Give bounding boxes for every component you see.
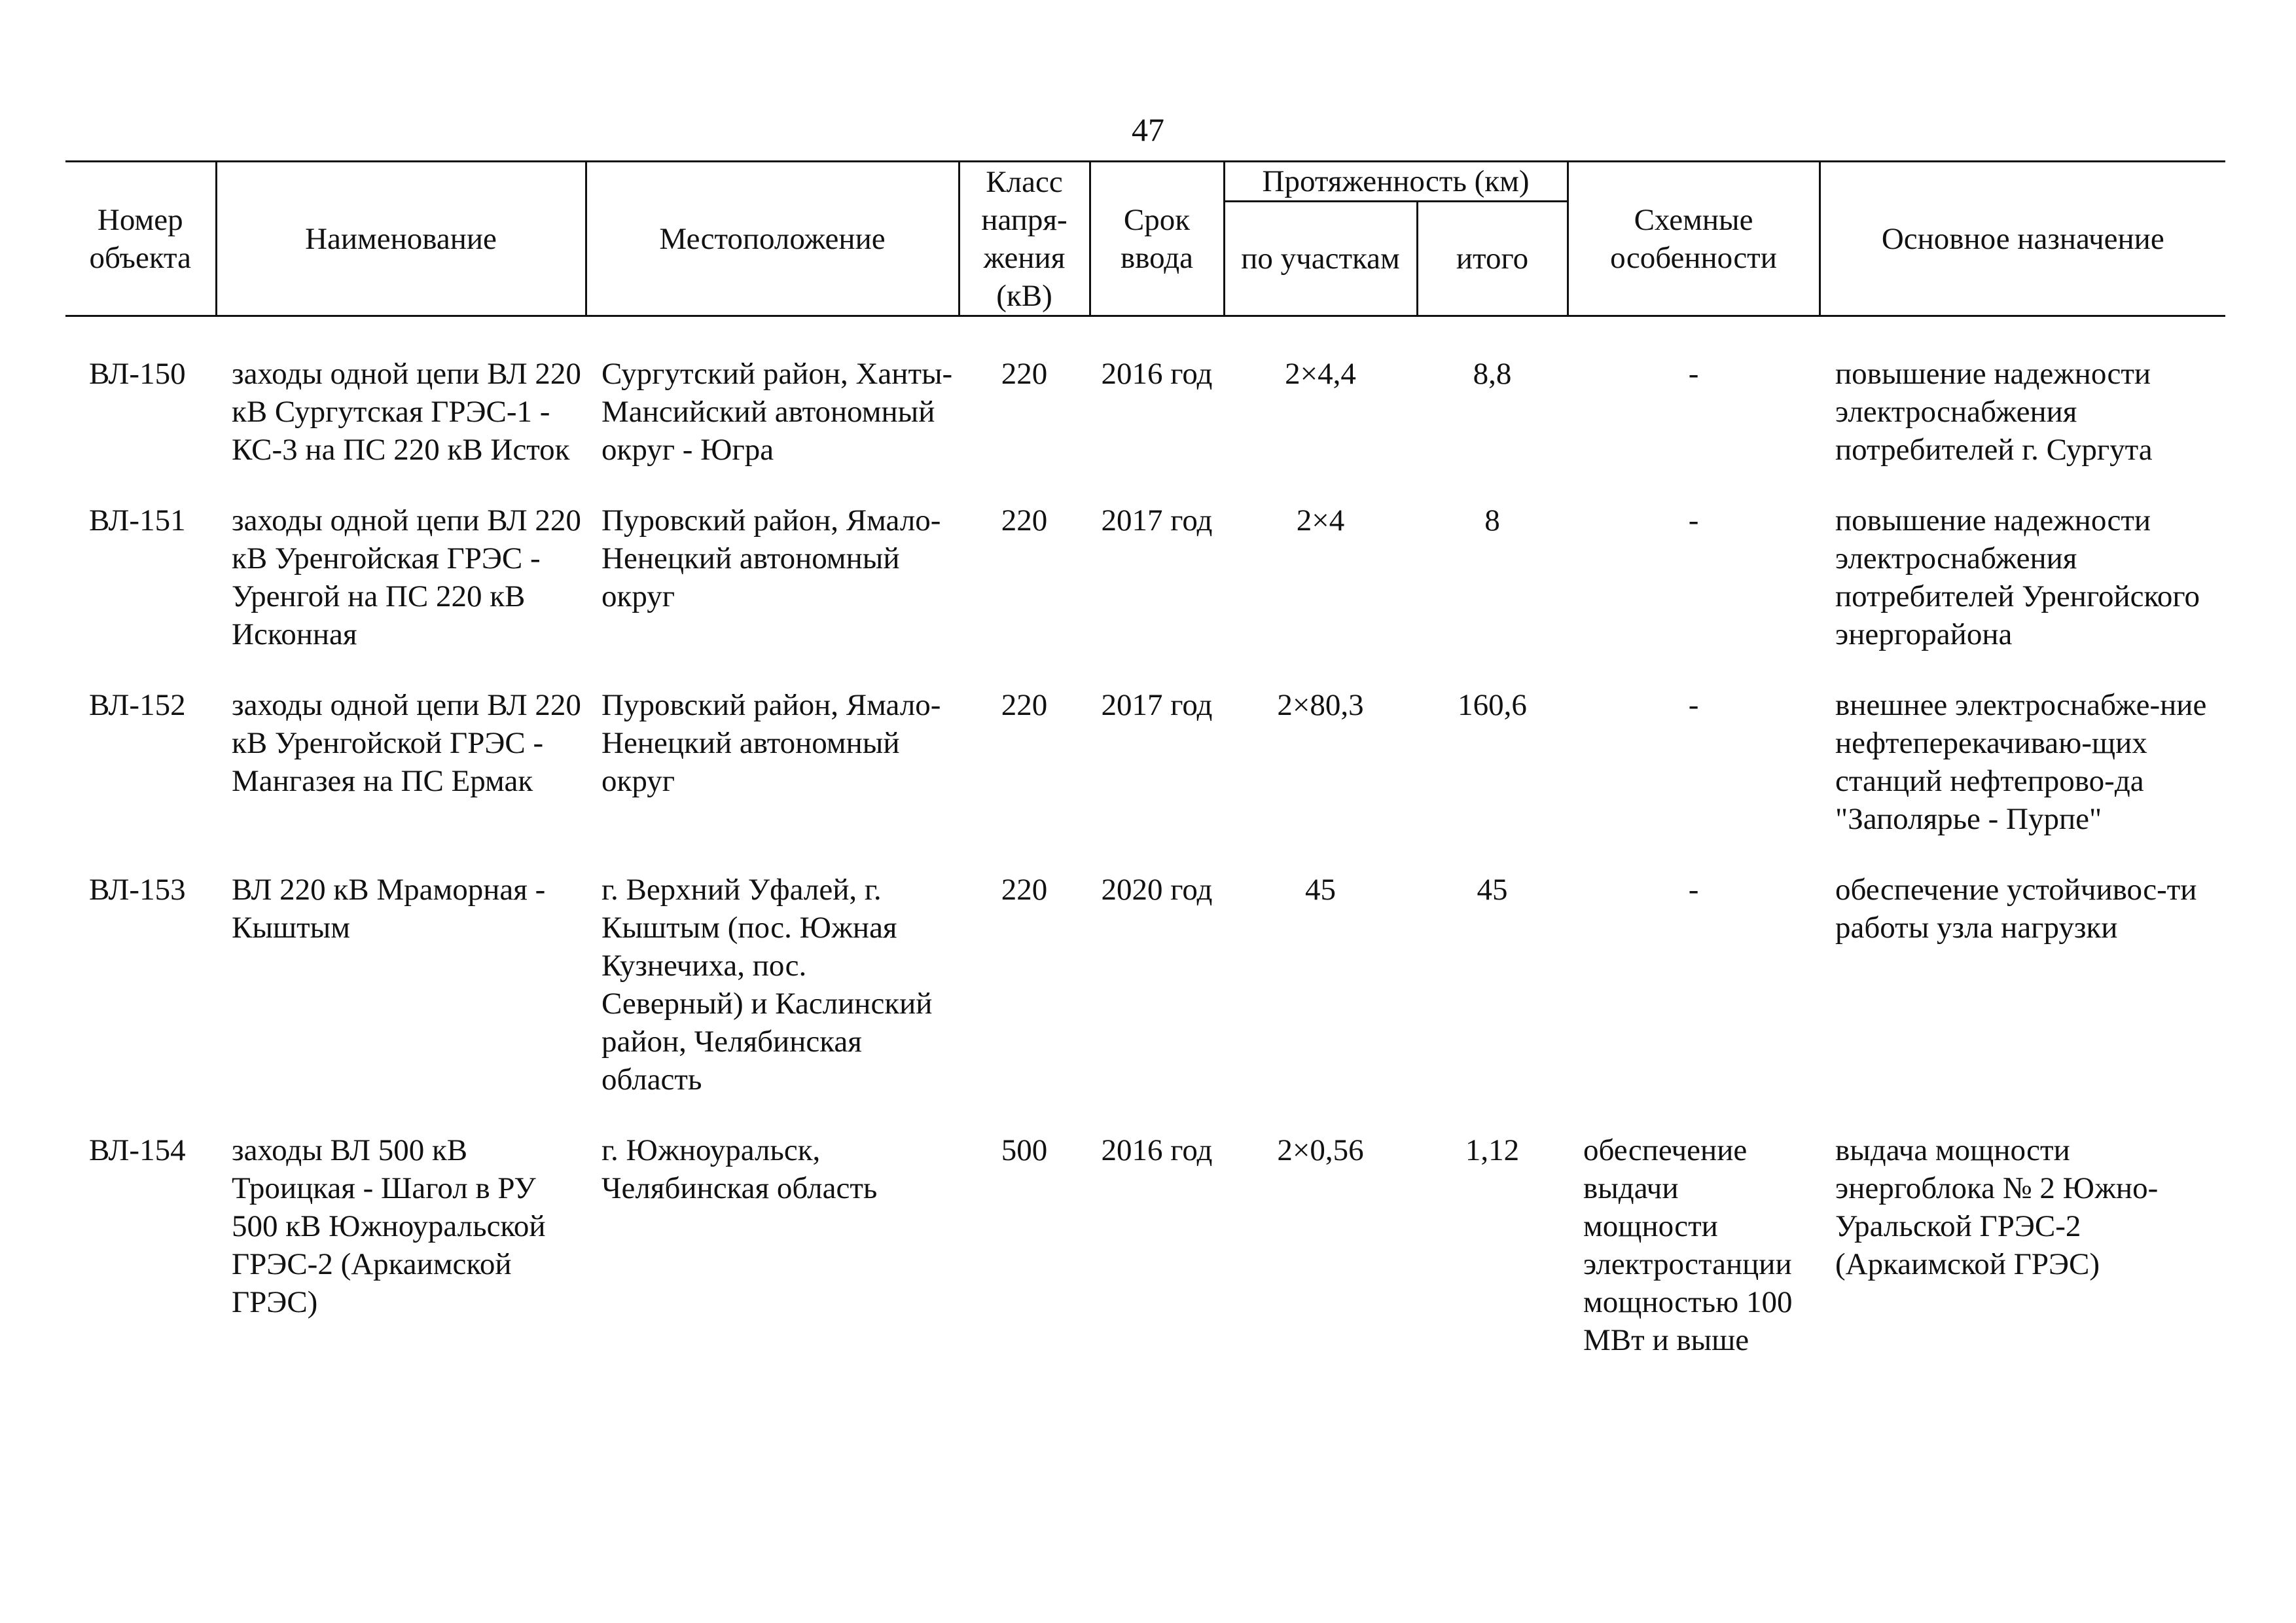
header-voltage: Класс напря-жения (кВ) — [959, 162, 1090, 316]
cell-by-section: 2×4,4 — [1285, 357, 1356, 391]
cell-total: 8 — [1484, 503, 1500, 538]
cell-number: ВЛ-150 — [89, 357, 186, 391]
cell-voltage: 220 — [1001, 357, 1048, 391]
cell-voltage: 220 — [1001, 873, 1048, 907]
cell-commission: 2017 год — [1101, 503, 1213, 538]
cell-name: заходы ВЛ 500 кВ Троицкая - Шагол в РУ 500 кВ Южноуральской ГРЭС-2 (Аркаимской ГРЭС) — [232, 1133, 546, 1319]
cell-name: заходы одной цепи ВЛ 220 кВ Уренгойская ГРЭС - Уренгой на ПС 220 кВ Исконная — [232, 503, 581, 651]
cell-purpose: повышение надежности электроснабжения потребителей Уренгойского энергорайона — [1835, 503, 2200, 651]
cell-name: ВЛ 220 кВ Мраморная - Кыштым — [232, 873, 546, 945]
cell-by-section: 2×80,3 — [1277, 688, 1364, 722]
cell-scheme: обеспечение выдачи мощности электростанции мощностью 100 МВт и выше — [1583, 1133, 1793, 1357]
cell-total: 45 — [1477, 873, 1508, 907]
header-number: Номер объекта — [65, 162, 216, 316]
header-by-section: по участкам — [1224, 202, 1417, 316]
table-row — [65, 871, 2225, 1131]
cell-name: заходы одной цепи ВЛ 220 кВ Уренгойской ГРЭС - Мангазея на ПС Ермак — [232, 688, 581, 798]
page-number: 47 — [1132, 111, 1164, 148]
cell-by-section: 2×4 — [1296, 503, 1345, 538]
cell-number: ВЛ-151 — [89, 503, 186, 538]
cell-scheme: - — [1688, 688, 1699, 722]
cell-scheme: - — [1688, 357, 1699, 391]
cell-purpose: выдача мощности энергоблока № 2 Южно-Уральской ГРЭС-2 (Аркаимской ГРЭС) — [1835, 1133, 2159, 1281]
cell-name: заходы одной цепи ВЛ 220 кВ Сургутская ГРЭС-1 - КС-3 на ПС 220 кВ Исток — [232, 357, 581, 467]
table-row — [65, 1131, 2225, 1392]
cell-number: ВЛ-154 — [89, 1133, 186, 1167]
cell-voltage: 500 — [1001, 1133, 1048, 1167]
cell-purpose: повышение надежности электроснабжения потребителей г. Сургута — [1835, 357, 2153, 467]
table-row — [65, 686, 2225, 871]
cell-location: Сургутский район, Ханты-Мансийский автономный округ - Югра — [601, 357, 953, 467]
cell-number: ВЛ-153 — [89, 873, 186, 907]
header-purpose: Основное назначение — [1820, 162, 2225, 316]
header-commission: Срок ввода — [1090, 162, 1224, 316]
cell-voltage: 220 — [1001, 688, 1048, 722]
header-location: Местоположение — [586, 162, 959, 316]
cell-purpose: обеспечение устойчивос-ти работы узла нагрузки — [1835, 873, 2197, 945]
cell-commission: 2016 год — [1101, 1133, 1213, 1167]
cell-number: ВЛ-152 — [89, 688, 186, 722]
cell-total: 160,6 — [1458, 688, 1527, 722]
cell-by-section: 2×0,56 — [1277, 1133, 1364, 1167]
objects-table — [65, 160, 2225, 1392]
cell-location: г. Верхний Уфалей, г. Кыштым (пос. Южная Кузнечиха, пос. Северный) и Каслинский район, Челябинская область — [601, 873, 933, 1097]
cell-purpose: внешнее электроснабже-ние нефтеперекачиваю-щих станций нефтепрово-да "Заполярье - Пурпе" — [1835, 688, 2207, 836]
cell-commission: 2020 год — [1101, 873, 1213, 907]
cell-commission: 2016 год — [1101, 357, 1213, 391]
cell-total: 8,8 — [1473, 357, 1512, 391]
cell-location: г. Южноуральск, Челябинская область — [601, 1133, 878, 1205]
table-row — [65, 316, 2225, 502]
cell-scheme: - — [1688, 503, 1699, 538]
cell-scheme: - — [1688, 873, 1699, 907]
header-total: итого — [1417, 202, 1568, 316]
cell-voltage: 220 — [1001, 503, 1048, 538]
cell-location: Пуровский район, Ямало-Ненецкий автономный округ — [601, 503, 941, 613]
header-scheme: Схемные особенности — [1568, 162, 1820, 316]
cell-by-section: 45 — [1305, 873, 1336, 907]
table-row — [65, 501, 2225, 686]
cell-location: Пуровский район, Ямало-Ненецкий автономный округ — [601, 688, 941, 798]
header-length: Протяженность (км) — [1224, 162, 1568, 202]
cell-commission: 2017 год — [1101, 688, 1213, 722]
header-name: Наименование — [216, 162, 586, 316]
cell-total: 1,12 — [1465, 1133, 1520, 1167]
